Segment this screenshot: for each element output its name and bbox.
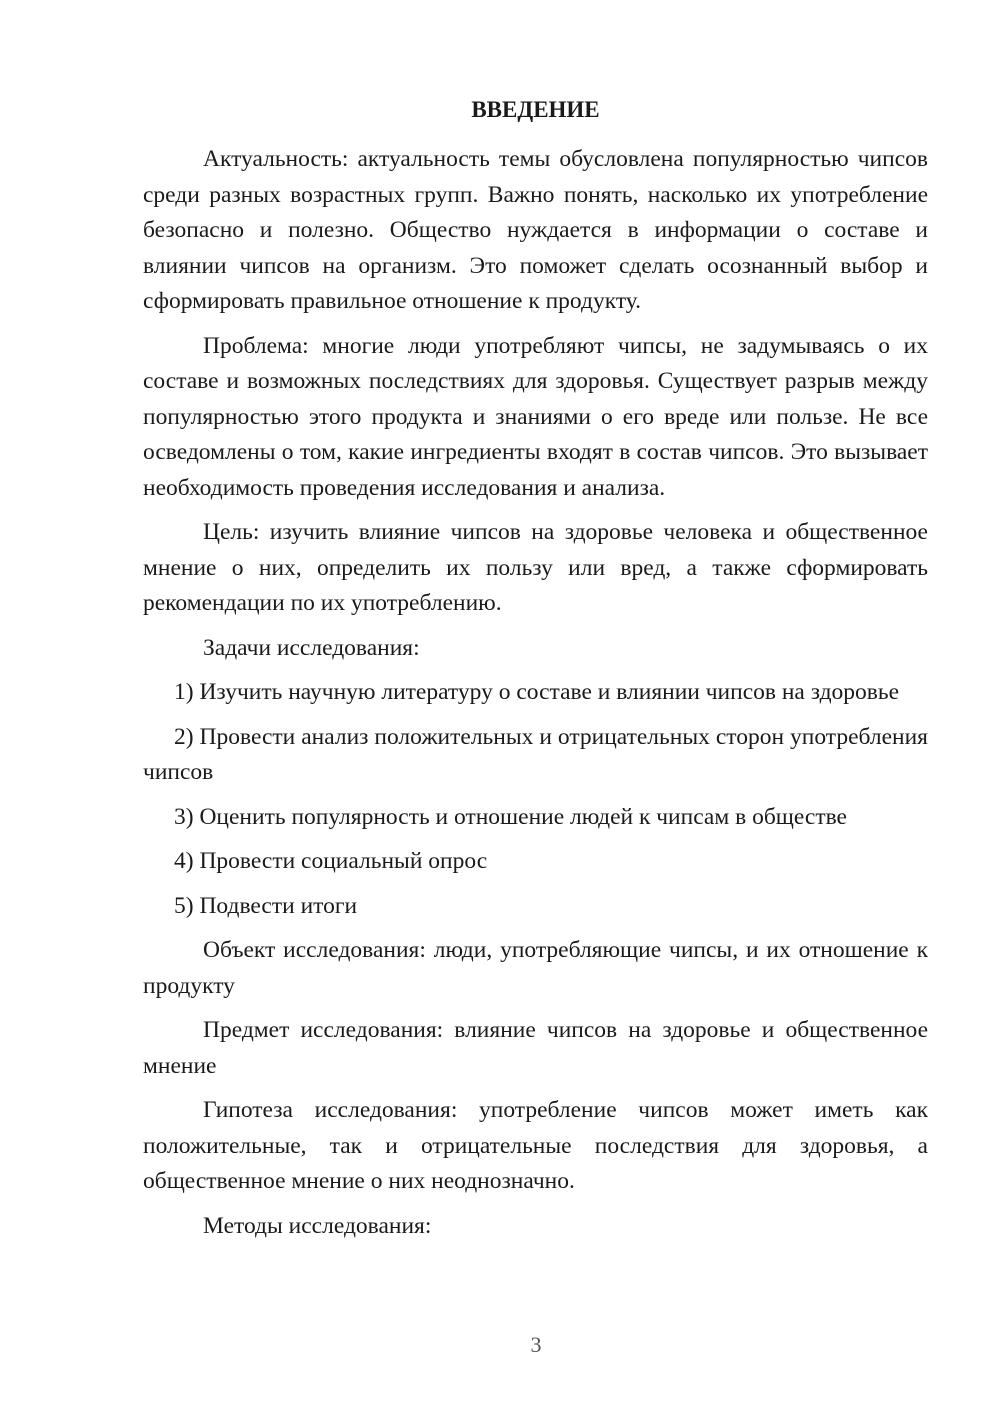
object-paragraph: Объект исследования: люди, употребляющие чипсы, и их отношение к продукту (143, 937, 928, 999)
document-body (143, 92, 928, 1253)
subject-paragraph: Предмет исследования: влияние чипсов на здоровье и общественное мнение (143, 1017, 928, 1079)
task-item-2: 2) Провести анализ положительных и отрицательных сторон употребления чипсов (143, 723, 928, 785)
methods-label: Методы исследования: (203, 1212, 432, 1239)
page-number: 3 (530, 1332, 542, 1357)
task-item-1: 1) Изучить научную литературу о составе и влиянии чипсов на здоровье (174, 679, 900, 705)
hypothesis-paragraph: Гипотеза исследования: употребление чипсов может иметь как положительные, так и отрицательные последствия для здоровья, а общественное мнение о них неоднозначно. (143, 1097, 928, 1194)
goal-paragraph: Цель: изучить влияние чипсов на здоровье человека и общественное мнение о них, определить их пользу или вред, а также сформировать рекомендации по их употреблению. (143, 519, 928, 616)
task-item-4: 4) Провести социальный опрос (174, 848, 488, 874)
problem-paragraph: Проблема: многие люди употребляют чипсы, не задумываясь о их составе и возможных последствиях для здоровья. Существует разрыв между популярностью этого продукта и знаниями о его вреде или пользе. Не все осведомлены о том, какие ингредиенты входят в состав чипсов. Это вызывает необходимость проведения исследования и анализа. (143, 332, 928, 501)
task-item-5: 5) Подвести итоги (174, 892, 358, 919)
task-item-3: 3) Оценить популярность и отношение людей к чипсам в обществе (174, 803, 847, 830)
tasks-label: Задачи исследования: (203, 634, 420, 661)
section-title: ВВЕДЕНИЕ (471, 97, 600, 122)
relevance-paragraph: Актуальность: актуальность темы обусловлена популярностью чипсов среди разных возрастных групп. Важно понять, насколько их употребление безопасно и полезно. Общество нуждается в информации о составе и влиянии чипсов на организм. Это поможет сделать осознанный выбор и сформировать правильное отношение к продукту. (143, 146, 928, 314)
